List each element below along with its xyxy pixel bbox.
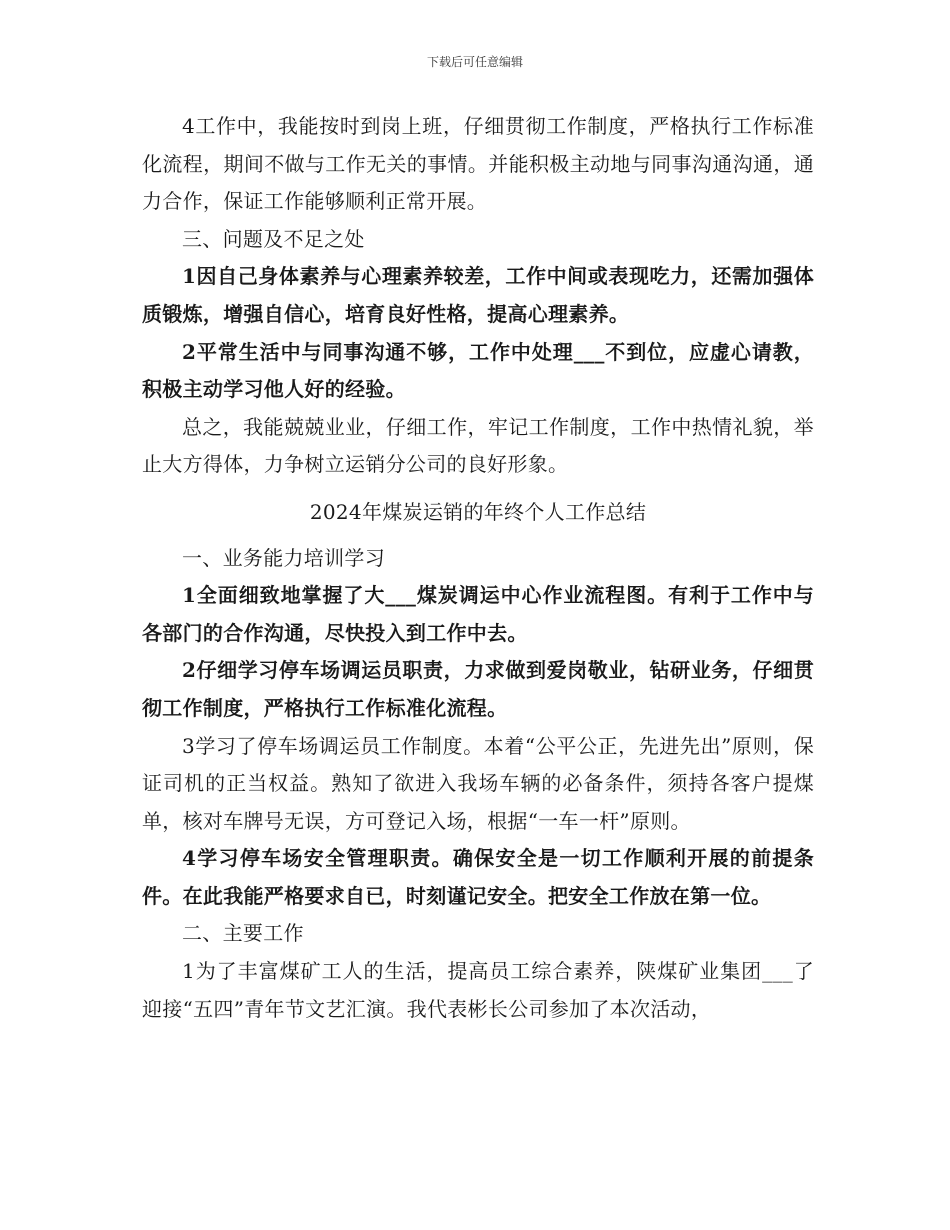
paragraph-conclusion: 总之，我能兢兢业业，仔细工作，牢记工作制度，工作中热情礼貌，举止大方得体，力争树立运销分公司的良好形象。 (142, 414, 814, 477)
document-body (142, 108, 814, 1028)
paragraph-problem-1: 1因自己身体素养与心理素养较差，工作中间或表现吃力，还需加强体质锻炼，增强自信心，培育良好性格，提高心理素养。 (142, 264, 814, 326)
paragraph-training-2: 2仔细学习停车场调运员职责，力求做到爱岗敬业，钻研业务，仔细贯彻工作制度，严格执行工作标准化流程。 (142, 658, 814, 720)
page-header-note: 下载后可任意编辑 (426, 55, 523, 69)
paragraph-problem-2: 2平常生活中与同事沟通不够，工作中处理___不到位，应虚心请教，积极主动学习他人好的经验。 (142, 339, 814, 402)
paragraph-training-4: 4学习停车场安全管理职责。确保安全是一切工作顺利开展的前提条件。在此我能严格要求自已，时刻谨记安全。把安全工作放在第一位。 (142, 846, 814, 908)
paragraph-training-3: 3学习了停车场调运员工作制度。本着“公平公正，先进先出”原则，保证司机的正当权益。熟知了欲进入我场车辆的必备条件，须持各客户提煤单，核对车牌号无误，方可登记入场，根据“一车一杆”原则。 (142, 733, 814, 833)
paragraph-main-work-1: 1为了丰富煤矿工人的生活，提高员工综合素养，陕煤矿业集团___了迎接“五四”青年节文艺汇演。我代表彬长公司参加了本次活动， (142, 959, 814, 1021)
paragraph-work-attendance: 4工作中，我能按时到岗上班，仔细贯彻工作制度，严格执行工作标准化流程，期间不做与工作无关的事情。并能积极主动地与同事沟通沟通，通力合作，保证工作能够顺利正常开展。 (142, 114, 814, 214)
heading-problems: 三、问题及不足之处 (182, 226, 365, 251)
heading-training: 一、业务能力培训学习 (182, 545, 385, 570)
paragraph-training-1: 1全面细致地掌握了大___煤炭调运中心作业流程图。有利于工作中与各部门的合作沟通，尽快投入到工作中去。 (142, 583, 814, 645)
document-title: 2024年煤炭运销的年终个人工作总结 (309, 499, 647, 524)
heading-main-work: 二、主要工作 (182, 921, 304, 946)
